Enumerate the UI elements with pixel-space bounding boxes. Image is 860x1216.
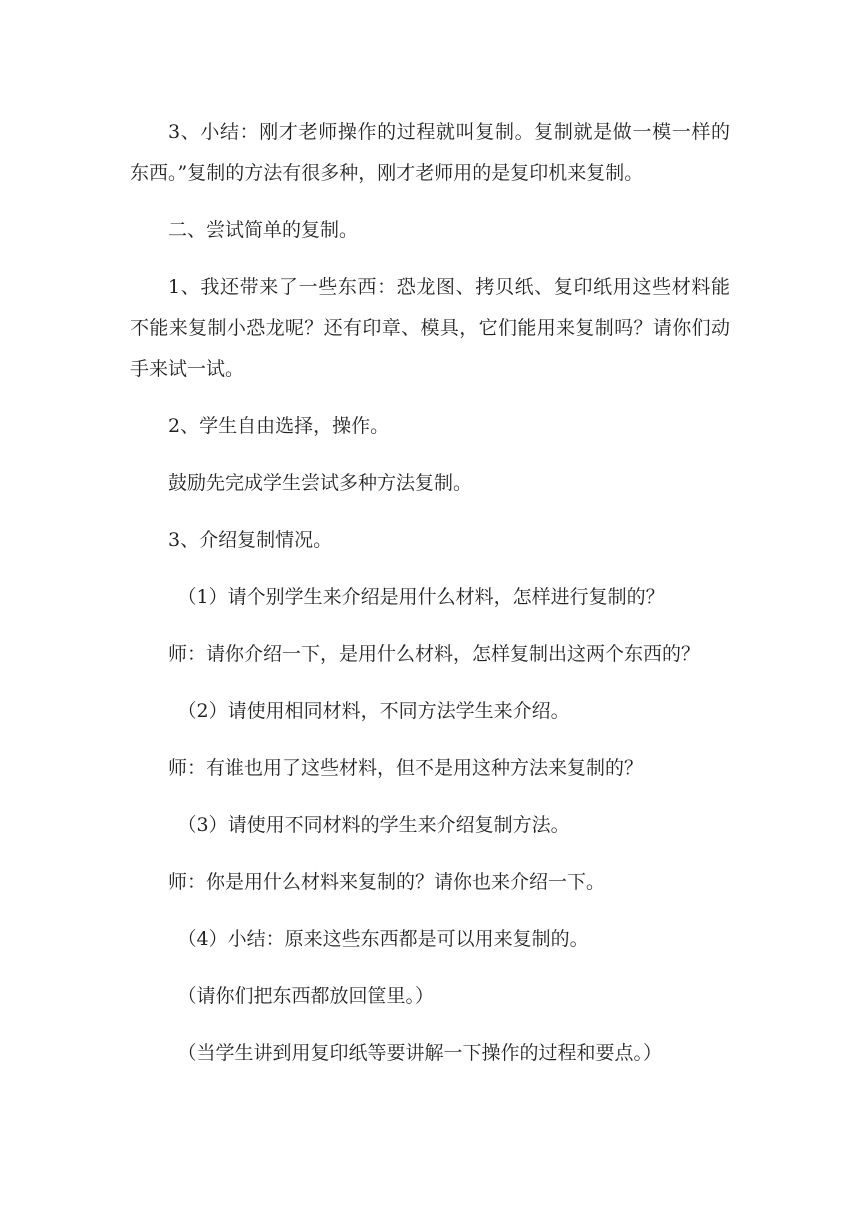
paragraph-item-1: （1）请个别学生来介绍是用什么材料，怎样进行复制的？ (177, 586, 665, 608)
paragraph-student-choice: 2、学生自由选择，操作。 (168, 415, 390, 437)
paragraph-explain-points: （当学生讲到用复印纸等要讲解一下操作的过程和要点。） (177, 1042, 663, 1064)
document-body (130, 112, 730, 1074)
paragraph-item-3: （3）请使用不同材料的学生来介绍复制方法。 (177, 814, 570, 836)
paragraph-put-back: （请你们把东西都放回筐里。） (177, 985, 435, 1007)
paragraph-teacher-2: 师：有谁也用了这些材料，但不是用这种方法来复制的？ (168, 757, 644, 779)
paragraph-teacher-1: 师：请你介绍一下，是用什么材料，怎样复制出这两个东西的？ (168, 643, 701, 665)
paragraph-teacher-3: 师：你是用什么材料来复制的？请你也来介绍一下。 (168, 871, 606, 893)
paragraph-encourage: 鼓励先完成学生尝试多种方法复制。 (168, 472, 473, 494)
paragraph-summary-copy: 3、小结：刚才老师操作的过程就叫复制。复制就是做一模一样的东西。”复制的方法有很多种，刚才老师用的是复印机来复制。 (130, 121, 730, 184)
paragraph-introduce-copy: 3、介绍复制情况。 (168, 529, 333, 551)
section-heading-try-copy: 二、尝试简单的复制。 (168, 219, 359, 241)
paragraph-materials: 1、我还带来了一些东西：恐龙图、拷贝纸、复印纸用这些材料能不能来复制小恐龙呢？还有印章、模具，它们能用来复制吗？请你们动手来试一试。 (130, 276, 730, 380)
paragraph-item-2: （2）请使用相同材料，不同方法学生来介绍。 (177, 700, 570, 722)
paragraph-item-4: （4）小结：原来这些东西都是可以用来复制的。 (177, 928, 589, 950)
